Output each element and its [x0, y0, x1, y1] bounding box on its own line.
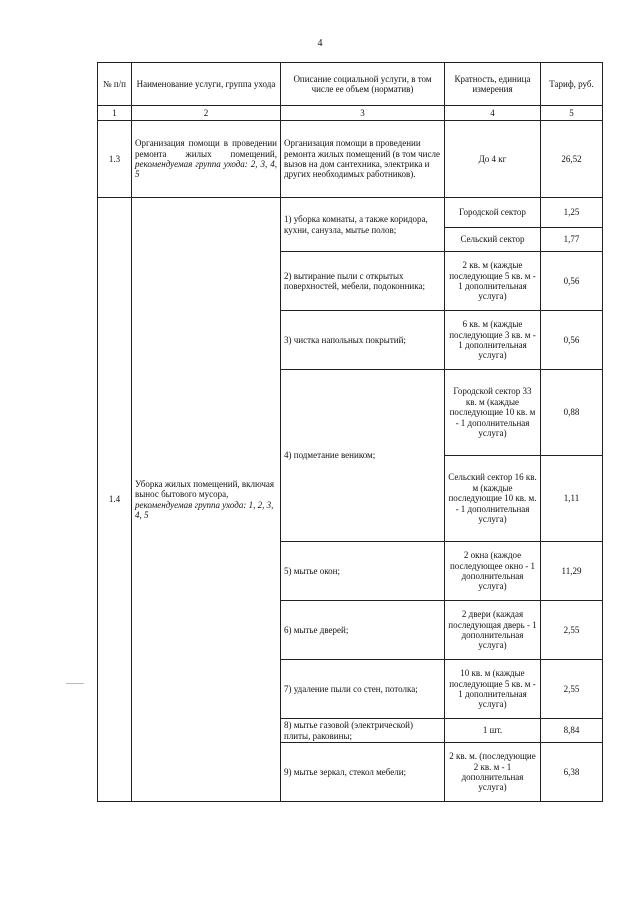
service-name: [132, 121, 281, 198]
frequency-unit: 2 окна (каждое последующее окно - 1 дополнительная услуга): [445, 542, 541, 601]
service-description: 1) уборка комнаты, а также коридора, кухни, санузла, мытье полов;: [281, 198, 445, 252]
care-group: рекомендуемая группа ухода: 1, 2, 3, 4, 5: [135, 499, 274, 520]
scan-mark: [66, 683, 84, 684]
service-description: 8) мытье газовой (электрической) плиты, раковины;: [281, 719, 445, 743]
service-name: [132, 198, 281, 802]
tariff-value: 1,25: [541, 198, 603, 228]
service-description: 2) вытирание пыли с открытых поверхностей, мебели, подоконника;: [281, 252, 445, 311]
frequency-unit: Городской сектор 33 кв. м (каждые последующие 10 кв. м - 1 дополнительная услуга): [445, 370, 541, 456]
col-number: 4: [445, 106, 541, 121]
service-name-text: Организация помощи в проведении ремонта жилых помещений,: [135, 138, 277, 159]
frequency-unit: Сельский сектор: [445, 228, 541, 252]
col-number: 5: [541, 106, 603, 121]
tariff-value: 26,52: [541, 121, 603, 198]
tariff-value: 0,88: [541, 370, 603, 456]
service-description: 3) чистка напольных покрытий;: [281, 311, 445, 370]
tariff-value: 0,56: [541, 311, 603, 370]
service-description: Организация помощи в проведении ремонта жилых помещений (в том числе вызов на дом сантехника, электрика и других необходимых работников).: [281, 121, 445, 198]
tariff-value: 2,55: [541, 660, 603, 719]
service-name-text: Уборка жилых помещений, включая вынос бытового мусора,: [135, 478, 275, 500]
frequency-unit: До 4 кг: [445, 121, 541, 198]
tariff-value: 8,84: [541, 719, 603, 743]
page-number: 4: [317, 38, 323, 49]
frequency-unit: 2 двери (каждая последующая дверь - 1 дополнительная услуга): [445, 601, 541, 660]
header-freq: Кратность, единица измерения: [445, 63, 541, 106]
row-number: 1.4: [98, 198, 132, 802]
care-group: рекомендуемая группа ухода: 2, 3, 4, 5: [135, 159, 277, 180]
frequency-unit: 1 шт.: [445, 719, 541, 743]
tariff-value: 2,55: [541, 601, 603, 660]
tariff-value: 1,11: [541, 456, 603, 542]
col-number: 3: [281, 106, 445, 121]
row-number: 1.3: [98, 121, 132, 198]
col-number: 2: [132, 106, 281, 121]
frequency-unit: 6 кв. м (каждые последующие 3 кв. м - 1 дополнительная услуга): [445, 311, 541, 370]
services-table: [97, 62, 603, 802]
tariff-value: 6,38: [541, 743, 603, 802]
service-description: 7) удаление пыли со стен, потолка;: [281, 660, 445, 719]
tariff-value: 1,77: [541, 228, 603, 252]
service-description: 9) мытье зеркал, стекол мебели;: [281, 743, 445, 802]
header-tariff: Тариф, руб.: [541, 63, 603, 106]
service-description: 4) подметание веником;: [281, 370, 445, 542]
service-description: 6) мытье дверей;: [281, 601, 445, 660]
table-row: [98, 121, 603, 198]
tariff-value: 0,56: [541, 252, 603, 311]
header-num: № п/п: [98, 63, 132, 106]
table-row: [98, 198, 603, 228]
column-number-row: [98, 106, 603, 121]
service-description: 5) мытье окон;: [281, 542, 445, 601]
frequency-unit: Городской сектор: [445, 198, 541, 228]
frequency-unit: 10 кв. м (каждые последующие 5 кв. м - 1 дополнительная услуга): [445, 660, 541, 719]
col-number: 1: [98, 106, 132, 121]
tariff-value: 11,29: [541, 542, 603, 601]
frequency-unit: 2 кв. м. (последующие 2 кв. м - 1 дополнительная услуга): [445, 743, 541, 802]
frequency-unit: 2 кв. м (каждые последующие 5 кв. м - 1 дополнительная услуга): [445, 252, 541, 311]
frequency-unit: Сельский сектор 16 кв. м (каждые последующие 10 кв. м. - 1 дополнительная услуга): [445, 456, 541, 542]
header-desc: Описание социальной услуги, в том числе ее объем (норматив): [281, 63, 445, 106]
header-name: Наименование услуги, группа ухода: [132, 63, 281, 106]
header-row: [98, 63, 603, 106]
